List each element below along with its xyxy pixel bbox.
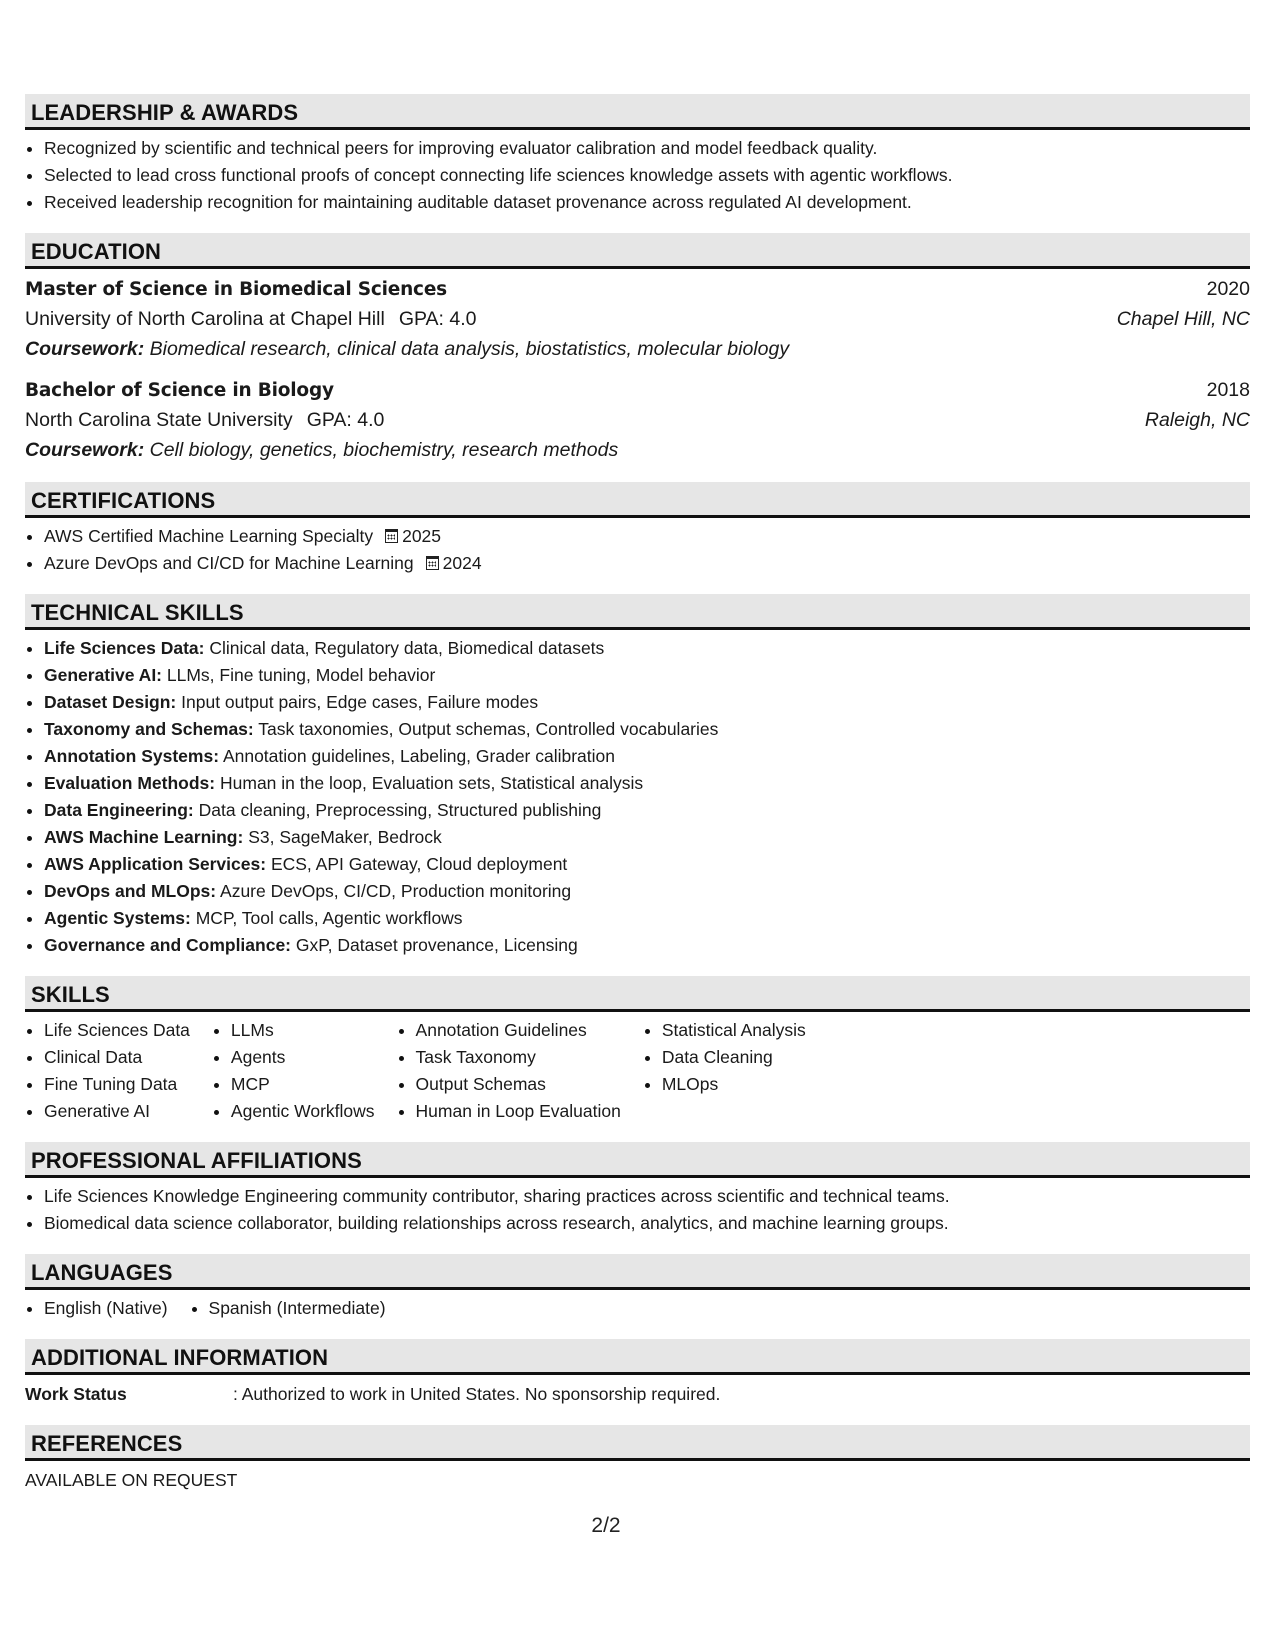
skills-columns: [25, 1012, 1250, 1125]
coursework-label: Coursework:: [25, 439, 145, 461]
list-item: Received leadership recognition for maintaining auditable dataset provenance across regulated AI development.: [25, 189, 1250, 216]
list-item: [25, 662, 1250, 689]
list-item: Biomedical data science collaborator, building relationships across research, analytics, and machine learning groups.: [25, 1210, 1250, 1237]
skill-values: S3, SageMaker, Bedrock: [248, 827, 442, 847]
page-number: 2/2: [591, 1514, 621, 1537]
list-item: Human in Loop Evaluation: [397, 1098, 621, 1125]
school-name: University of North Carolina at Chapel Hill: [25, 308, 385, 330]
list-item: [25, 743, 1250, 770]
degree-year: 2018: [1206, 379, 1250, 401]
skill-values: Azure DevOps, CI/CD, Production monitoring: [220, 881, 572, 901]
list-item: Selected to lead cross functional proofs of concept connecting life sciences knowledge assets with agentic workflows.: [25, 162, 1250, 189]
gpa: GPA: 4.0: [398, 308, 477, 330]
references-text: AVAILABLE ON REQUEST: [25, 1470, 238, 1490]
list-item: Output Schemas: [397, 1071, 621, 1098]
skill-values: Data cleaning, Preprocessing, Structured publishing: [198, 800, 602, 820]
list-item: Data Cleaning: [643, 1044, 806, 1071]
skill-values: GxP, Dataset provenance, Licensing: [295, 935, 578, 955]
skill-values: Annotation guidelines, Labeling, Grader calibration: [222, 746, 616, 766]
section-header-references: REFERENCES: [25, 1425, 1250, 1461]
skill-values: LLMs, Fine tuning, Model behavior: [166, 665, 436, 685]
skill-values: Task taxonomies, Output schemas, Controlled vocabularies: [258, 719, 719, 739]
skills-column-4: [643, 1017, 806, 1125]
skills-column-2: [212, 1017, 375, 1125]
certification-name: AWS Certified Machine Learning Specialty: [44, 526, 374, 546]
list-item: Agentic Workflows: [212, 1098, 375, 1125]
degree-year: 2020: [1206, 278, 1250, 300]
skill-values: MCP, Tool calls, Agentic workflows: [195, 908, 463, 928]
certifications-list: [25, 523, 1250, 577]
list-item: [25, 905, 1250, 932]
list-item: [25, 932, 1250, 959]
skill-values: Clinical data, Regulatory data, Biomedical datasets: [209, 638, 605, 658]
coursework-label: Coursework:: [25, 338, 145, 360]
skill-category: Dataset Design:: [44, 692, 177, 712]
list-item: [25, 523, 1250, 550]
work-status-row: [25, 1380, 1250, 1408]
list-item: [25, 550, 1250, 577]
section-header-technical-skills: TECHNICAL SKILLS: [25, 594, 1250, 630]
skill-category: Life Sciences Data:: [44, 638, 205, 658]
technical-skills-list: [25, 635, 1250, 959]
skill-category: AWS Machine Learning:: [44, 827, 244, 847]
list-item: [25, 851, 1250, 878]
coursework: Cell biology, genetics, biochemistry, research methods: [149, 439, 619, 461]
skill-values: ECS, API Gateway, Cloud deployment: [270, 854, 568, 874]
skill-values: Input output pairs, Edge cases, Failure modes: [181, 692, 539, 712]
list-item: Life Sciences Data: [25, 1017, 190, 1044]
list-item: English (Native): [25, 1295, 168, 1322]
leadership-list: [25, 135, 1250, 216]
affiliations-list: [25, 1183, 1250, 1237]
work-status-value: : Authorized to work in United States. No sponsorship required.: [233, 1384, 721, 1404]
section-header-languages: LANGUAGES: [25, 1254, 1250, 1290]
list-item: [25, 770, 1250, 797]
school-location: Chapel Hill, NC: [1116, 308, 1250, 330]
certification-name: Azure DevOps and CI/CD for Machine Learning: [44, 553, 414, 573]
skill-category: Agentic Systems:: [44, 908, 191, 928]
section-header-skills: SKILLS: [25, 976, 1250, 1012]
coursework: Biomedical research, clinical data analysis, biostatistics, molecular biology: [149, 338, 790, 360]
list-item: Life Sciences Knowledge Engineering community contributor, sharing practices across scientific and technical teams.: [25, 1183, 1250, 1210]
list-item: Recognized by scientific and technical peers for improving evaluator calibration and model feedback quality.: [25, 135, 1250, 162]
gpa: GPA: 4.0: [306, 409, 385, 431]
certification-year: 2024: [442, 553, 482, 573]
list-item: Annotation Guidelines: [397, 1017, 621, 1044]
skills-column-1: [25, 1017, 190, 1125]
skill-category: DevOps and MLOps:: [44, 881, 217, 901]
list-item: MCP: [212, 1071, 375, 1098]
list-item: [25, 797, 1250, 824]
list-item: MLOps: [643, 1071, 806, 1098]
resume-page: [25, 94, 1250, 1494]
list-item: Clinical Data: [25, 1044, 190, 1071]
list-item: [25, 824, 1250, 851]
section-header-affiliations: PROFESSIONAL AFFILIATIONS: [25, 1142, 1250, 1178]
skill-category: Data Engineering:: [44, 800, 194, 820]
section-header-education: EDUCATION: [25, 233, 1250, 269]
section-header-leadership: LEADERSHIP & AWARDS: [25, 94, 1250, 130]
skill-category: Taxonomy and Schemas:: [44, 719, 254, 739]
list-item: Agents: [212, 1044, 375, 1071]
list-item: [25, 689, 1250, 716]
calendar-icon: [385, 529, 398, 543]
calendar-icon: [426, 556, 439, 570]
degree-title: Bachelor of Science in Biology: [25, 380, 334, 401]
skill-category: AWS Application Services:: [44, 854, 267, 874]
school-name: North Carolina State University: [25, 409, 293, 431]
skills-column-3: [397, 1017, 621, 1125]
degree-title: Master of Science in Biomedical Sciences: [25, 279, 447, 300]
work-status-label: Work Status: [25, 1384, 127, 1404]
list-item: Spanish (Intermediate): [190, 1295, 386, 1322]
skill-category: Evaluation Methods:: [44, 773, 216, 793]
list-item: [25, 716, 1250, 743]
skill-category: Governance and Compliance:: [44, 935, 292, 955]
list-item: LLMs: [212, 1017, 375, 1044]
list-item: Generative AI: [25, 1098, 190, 1125]
list-item: Task Taxonomy: [397, 1044, 621, 1071]
skill-category: Annotation Systems:: [44, 746, 220, 766]
education-entry-masters: [25, 269, 1250, 364]
list-item: [25, 878, 1250, 905]
section-header-additional-info: ADDITIONAL INFORMATION: [25, 1339, 1250, 1375]
skill-values: Human in the loop, Evaluation sets, Statistical analysis: [220, 773, 644, 793]
list-item: Statistical Analysis: [643, 1017, 806, 1044]
skill-category: Generative AI:: [44, 665, 163, 685]
languages-list: [25, 1295, 1250, 1322]
school-location: Raleigh, NC: [1144, 409, 1250, 431]
certification-year: 2025: [402, 526, 442, 546]
list-item: Fine Tuning Data: [25, 1071, 190, 1098]
education-entry-bachelors: [25, 375, 1250, 465]
section-header-certifications: CERTIFICATIONS: [25, 482, 1250, 518]
list-item: [25, 635, 1250, 662]
